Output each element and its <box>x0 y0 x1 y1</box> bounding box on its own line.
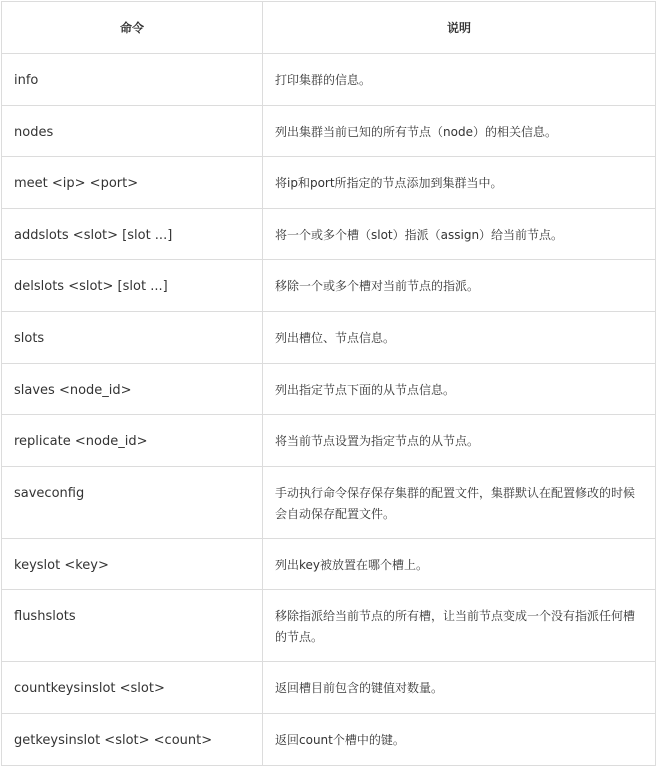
description-cell: 打印集群的信息。 <box>263 54 656 106</box>
table-row <box>2 662 656 714</box>
description-cell: 列出槽位、节点信息。 <box>263 311 656 363</box>
table-row <box>2 54 656 106</box>
header-command: 命令 <box>2 2 263 54</box>
table-row <box>2 713 656 765</box>
description-cell: 将一个或多个槽（slot）指派（assign）给当前节点。 <box>263 208 656 260</box>
table-row <box>2 538 656 590</box>
command-cell: slots <box>2 311 263 363</box>
description-cell: 返回count个槽中的键。 <box>263 713 656 765</box>
table-row <box>2 590 656 662</box>
table-row <box>2 157 656 209</box>
description-cell: 移除指派给当前节点的所有槽，让当前节点变成一个没有指派任何槽的节点。 <box>263 590 656 662</box>
description-cell: 将ip和port所指定的节点添加到集群当中。 <box>263 157 656 209</box>
description-cell: 列出key被放置在哪个槽上。 <box>263 538 656 590</box>
command-cell: addslots <slot> [slot ...] <box>2 208 263 260</box>
description-cell: 列出指定节点下面的从节点信息。 <box>263 363 656 415</box>
description-cell: 将当前节点设置为指定节点的从节点。 <box>263 415 656 467</box>
command-cell: countkeysinslot <slot> <box>2 662 263 714</box>
description-cell: 移除一个或多个槽对当前节点的指派。 <box>263 260 656 312</box>
command-table <box>1 1 656 766</box>
command-cell: replicate <node_id> <box>2 415 263 467</box>
description-cell: 手动执行命令保存保存集群的配置文件，集群默认在配置修改的时候会自动保存配置文件。 <box>263 466 656 538</box>
command-cell: info <box>2 54 263 106</box>
table-row <box>2 105 656 157</box>
command-cell: saveconfig <box>2 466 263 538</box>
description-cell: 返回槽目前包含的键值对数量。 <box>263 662 656 714</box>
command-cell: delslots <slot> [slot ...] <box>2 260 263 312</box>
table-row <box>2 363 656 415</box>
table-row <box>2 415 656 467</box>
table-row <box>2 311 656 363</box>
table-header-row <box>2 2 656 54</box>
command-cell: keyslot <key> <box>2 538 263 590</box>
header-description: 说明 <box>263 2 656 54</box>
command-cell: getkeysinslot <slot> <count> <box>2 713 263 765</box>
command-cell: slaves <node_id> <box>2 363 263 415</box>
table-row <box>2 466 656 538</box>
command-cell: flushslots <box>2 590 263 662</box>
table-row <box>2 260 656 312</box>
description-cell: 列出集群当前已知的所有节点（node）的相关信息。 <box>263 105 656 157</box>
command-cell: meet <ip> <port> <box>2 157 263 209</box>
table-row <box>2 208 656 260</box>
command-cell: nodes <box>2 105 263 157</box>
